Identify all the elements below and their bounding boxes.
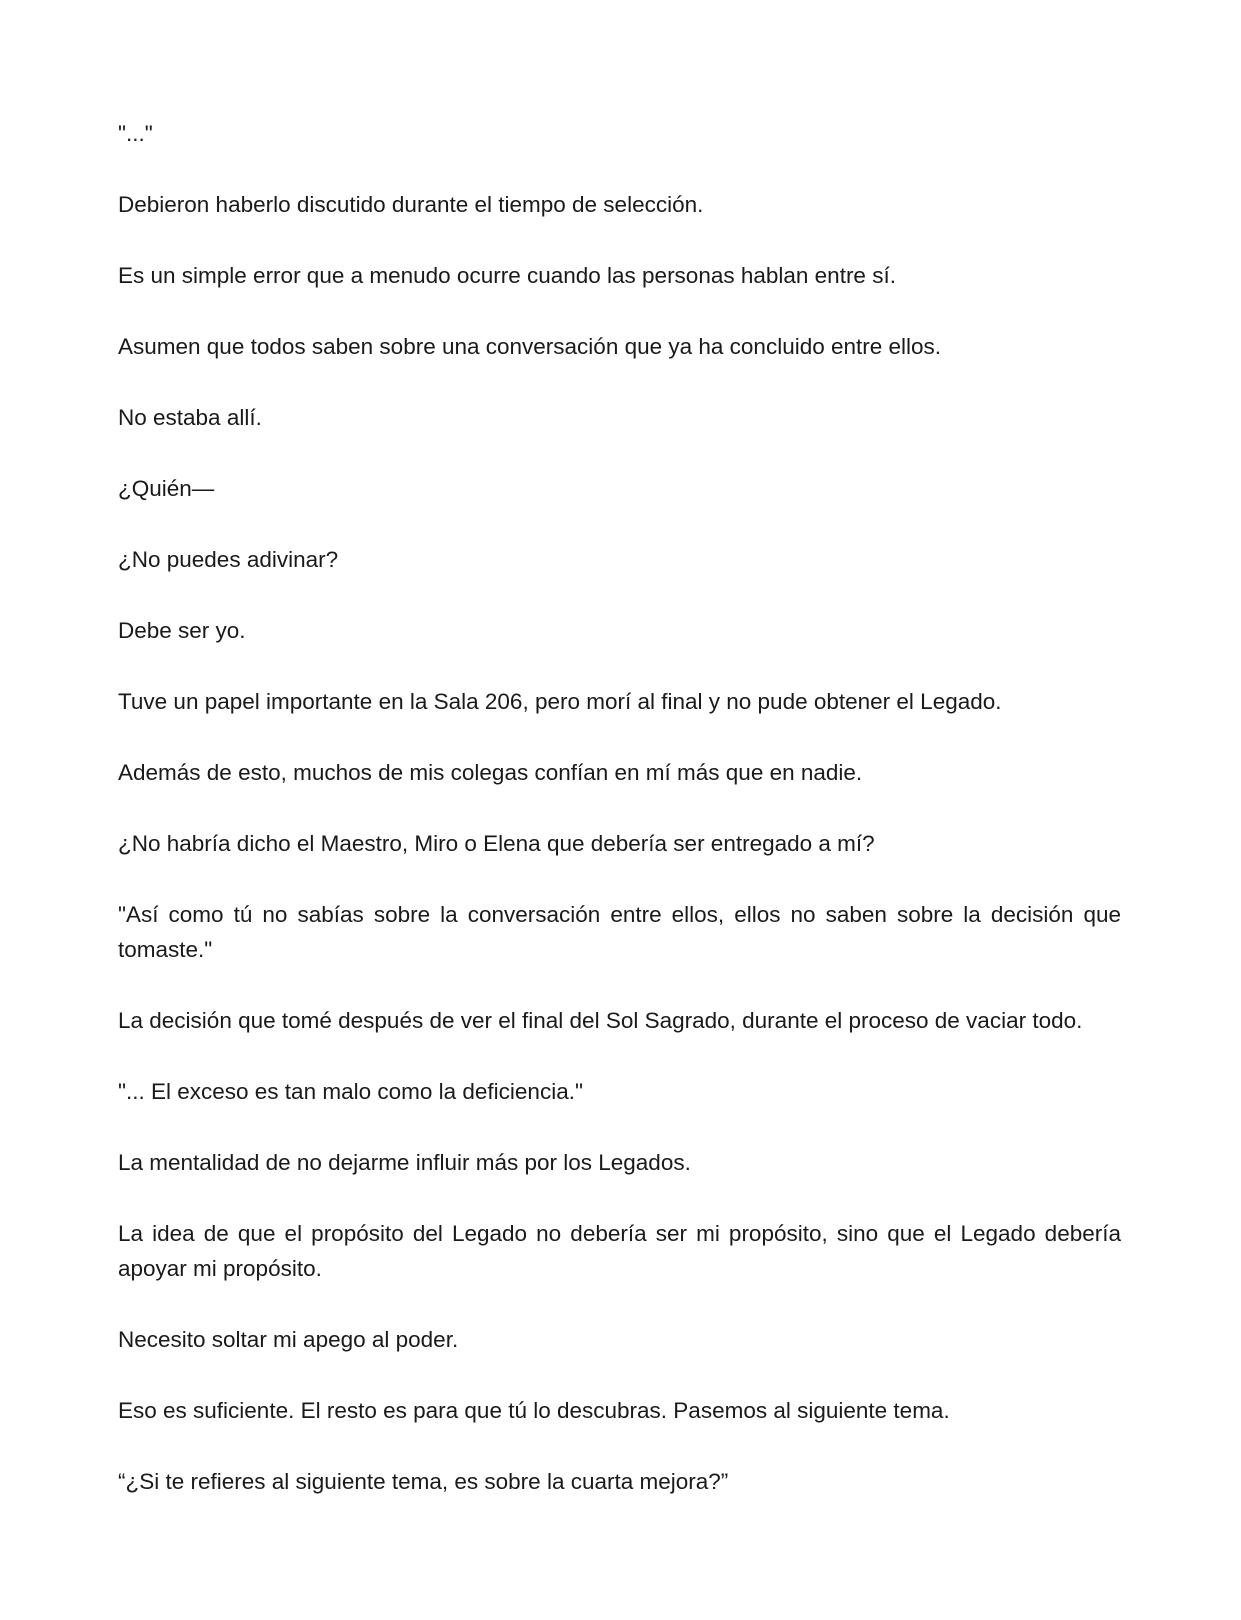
document-body (118, 116, 1121, 1535)
paragraph: Necesito soltar mi apego al poder. (118, 1327, 459, 1352)
paragraph: La idea de que el propósito del Legado no debería ser mi propósito, sino que el Legado debería apoyar mi propósito. (118, 1221, 1121, 1281)
paragraph: La mentalidad de no dejarme influir más por los Legados. (118, 1150, 691, 1175)
paragraph: "... El exceso es tan malo como la deficiencia." (118, 1079, 583, 1104)
paragraph: Tuve un papel importante en la Sala 206, pero morí al final y no pude obtener el Legado. (118, 689, 1002, 714)
paragraph: "Así como tú no sabías sobre la conversación entre ellos, ellos no saben sobre la decisión que tomaste." (118, 902, 1121, 962)
paragraph: “¿Si te refieres al siguiente tema, es sobre la cuarta mejora?” (118, 1469, 729, 1494)
paragraph: "..." (118, 121, 153, 146)
paragraph: ¿No puedes adivinar? (118, 547, 339, 572)
paragraph: Es un simple error que a menudo ocurre cuando las personas hablan entre sí. (118, 263, 896, 288)
paragraph: Debieron haberlo discutido durante el tiempo de selección. (118, 192, 704, 217)
paragraph: Eso es suficiente. El resto es para que tú lo descubras. Pasemos al siguiente tema. (118, 1398, 950, 1423)
paragraph: Además de esto, muchos de mis colegas confían en mí más que en nadie. (118, 760, 863, 785)
paragraph: ¿No habría dicho el Maestro, Miro o Elena que debería ser entregado a mí? (118, 831, 875, 856)
paragraph: La decisión que tomé después de ver el final del Sol Sagrado, durante el proceso de vaciar todo. (118, 1008, 1083, 1033)
paragraph: Debe ser yo. (118, 618, 246, 643)
paragraph: ¿Quién— (118, 476, 215, 501)
paragraph: Asumen que todos saben sobre una conversación que ya ha concluido entre ellos. (118, 334, 942, 359)
paragraph: No estaba allí. (118, 405, 262, 430)
